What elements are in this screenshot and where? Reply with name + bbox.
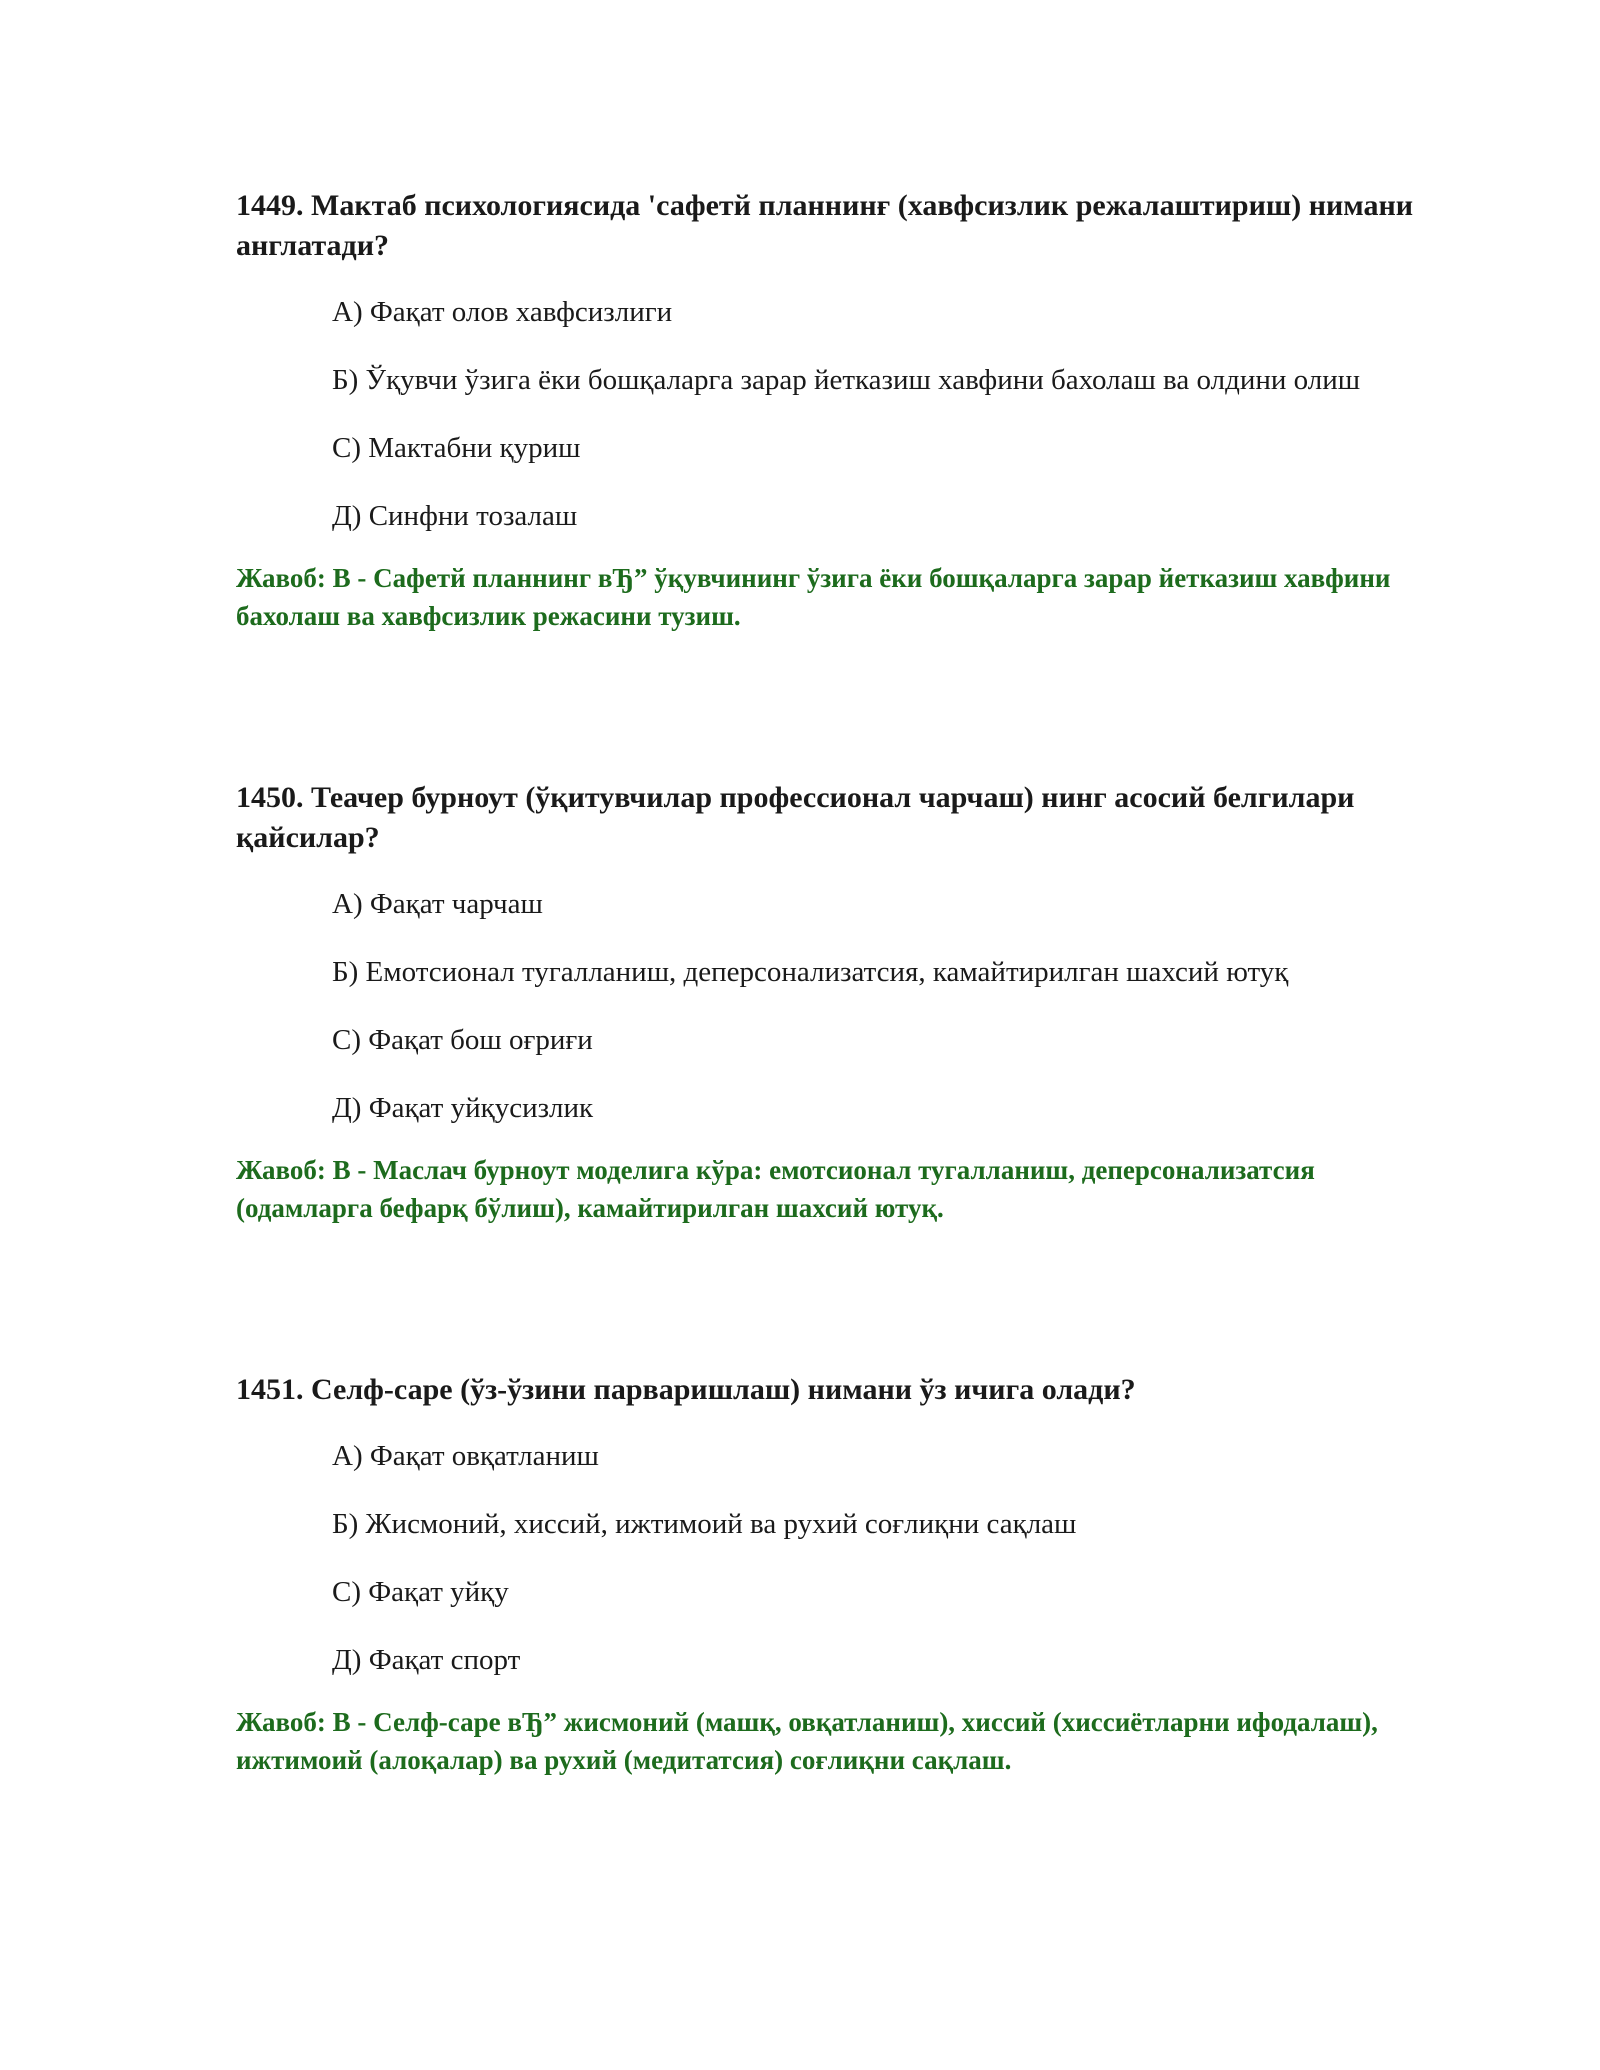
answer-text: Жавоб: В - Селф-саре вЂ” жисмоний (машқ, овқатланиш), хиссий (хиссиётларни ифодалаш), ижтимоий (алоқалар) ва рухий (медитатсия) соғлиқни сақлаш.: [236, 1707, 1378, 1775]
option-d: Д) Фақат спорт: [332, 1644, 521, 1676]
answer-text: Жавоб: В - Маслач бурноут моделига кўра: емотсионал тугалланиш, деперсонализатсия (одамларга бефарқ бўлиш), камайтирилган шахсий ютуқ.: [236, 1155, 1315, 1223]
answer-text: Жавоб: В - Сафетй планнинг вЂ” ўқувчининг ўзига ёки бошқаларга зарар йетказиш хавфини бахолаш ва хавфсизлик режасини тузиш.: [236, 563, 1391, 631]
question-block: [236, 1370, 1416, 1779]
option-a: А) Фақат чарчаш: [332, 888, 543, 920]
option-b: Б) Емотсионал тугалланиш, деперсонализатсия, камайтирилган шахсий ютуқ: [332, 956, 1289, 988]
question-text: 1451. Селф-саре (ўз-ўзини парваришлаш) нимани ўз ичига олади?: [236, 1373, 1136, 1406]
option-a: А) Фақат олов хавфсизлиги: [332, 296, 673, 328]
option-b: Б) Ўқувчи ўзига ёки бошқаларга зарар йетказиш хавфини бахолаш ва олдини олиш: [332, 364, 1361, 396]
option-c: С) Фақат бош оғриғи: [332, 1024, 593, 1056]
options-list: [236, 1436, 1416, 1681]
option-d: Д) Фақат уйқусизлик: [332, 1092, 594, 1124]
option-d: Д) Синфни тозалаш: [332, 500, 578, 532]
question-block: [236, 778, 1416, 1227]
option-c: С) Фақат уйқу: [332, 1576, 509, 1608]
option-b: Б) Жисмоний, хиссий, ижтимоий ва рухий соғлиқни сақлаш: [332, 1508, 1077, 1540]
options-list: [236, 292, 1416, 537]
option-c: С) Мактабни қуриш: [332, 432, 581, 464]
question-text: 1450. Теачер бурноут (ўқитувчилар профессионал чарчаш) нинг асосий белгилари қайсилар?: [236, 781, 1355, 854]
question-text: 1449. Мактаб психологиясида 'сафетй планнинғ (хавфсизлик режалаштириш) нимани англатади?: [236, 189, 1414, 262]
question-block: [236, 186, 1416, 635]
options-list: [236, 884, 1416, 1129]
option-a: А) Фақат овқатланиш: [332, 1440, 599, 1472]
